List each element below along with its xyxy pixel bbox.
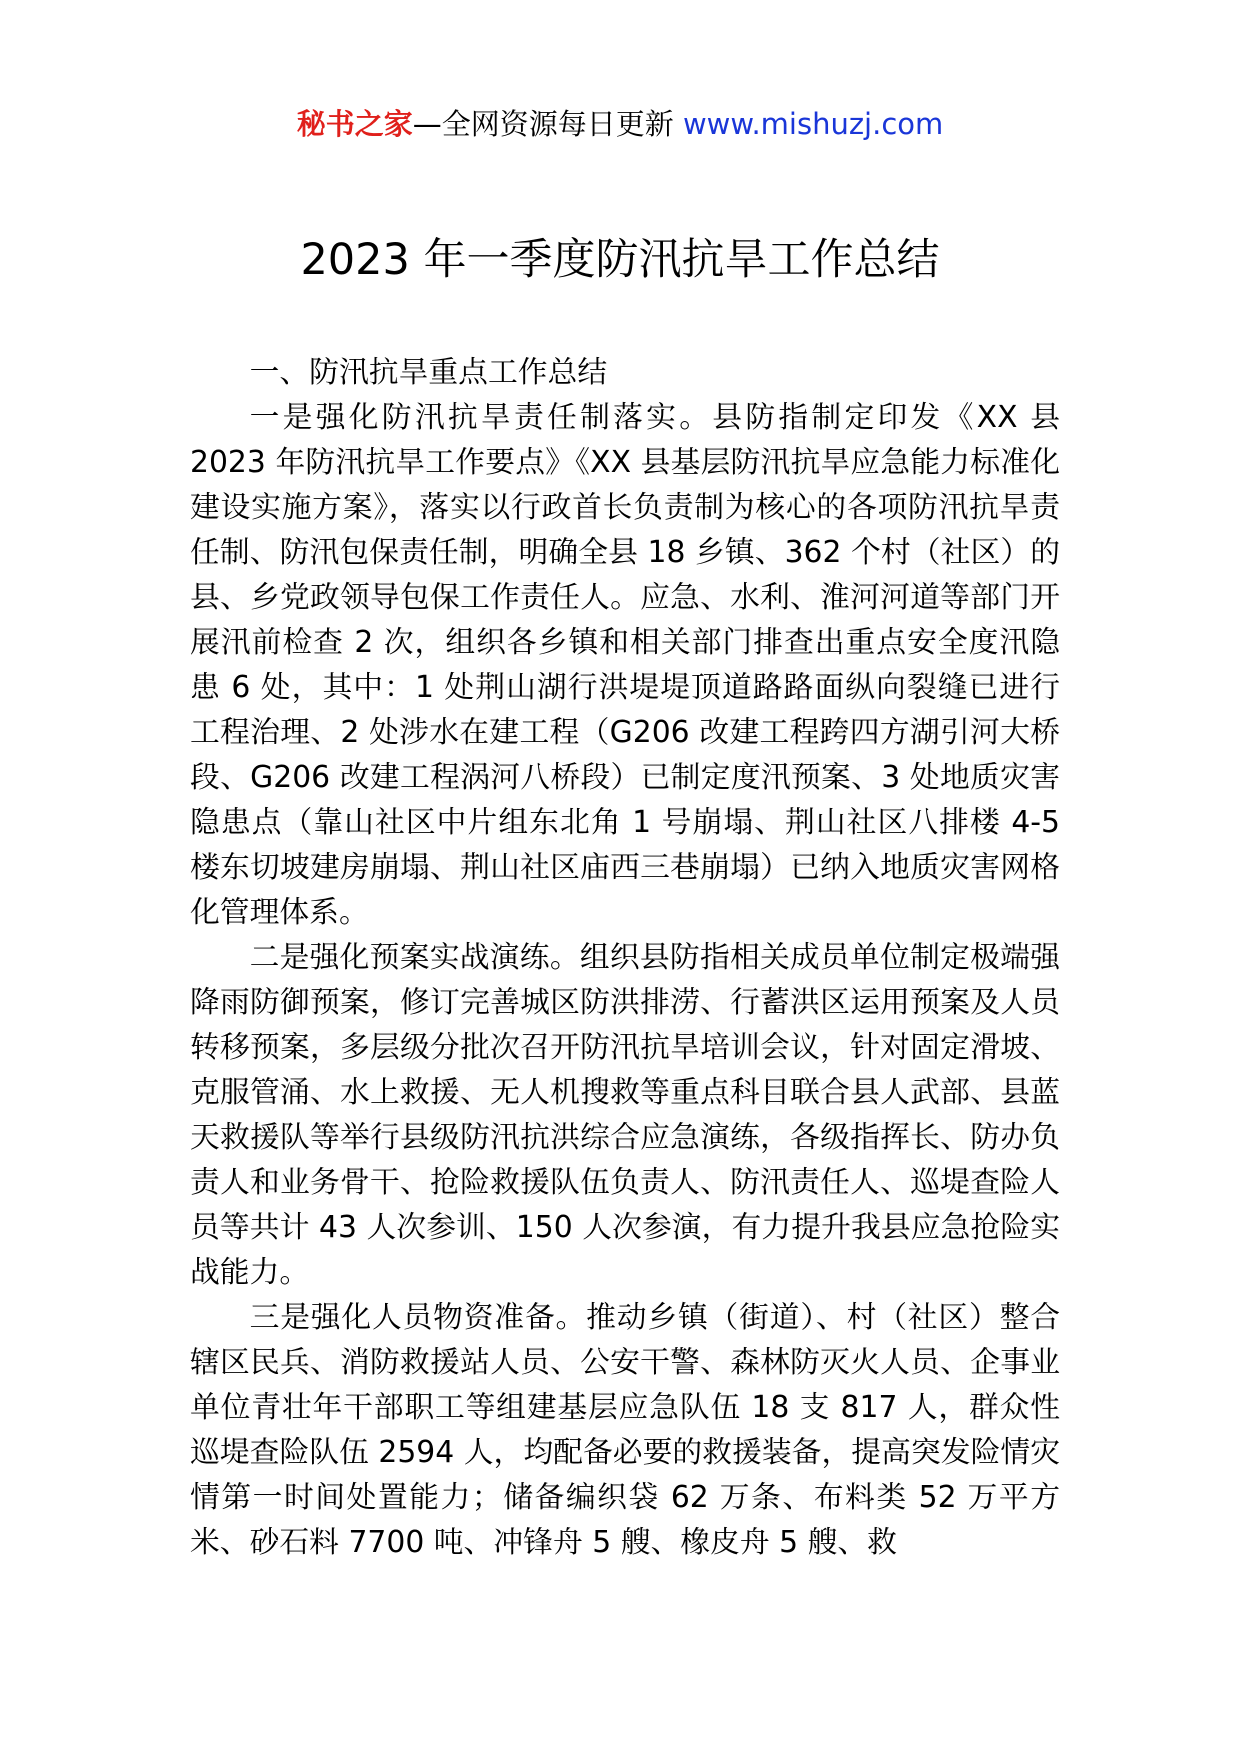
section-heading: 一、防汛抗旱重点工作总结 — [249, 355, 608, 390]
brand-name: 秘书之家 — [296, 107, 413, 141]
site-url-link[interactable]: www.mishuzj.com — [682, 107, 944, 141]
document-body — [190, 350, 1060, 1565]
body-paragraph: 一是强化防汛抗旱责任制落实。县防指制定印发《XX 县 2023 年防汛抗旱工作要点》《XX 县基层防汛抗旱应急能力标准化建设实施方案》，落实以行政首长负责制为核心的各项防汛抗旱责任制、防汛包保责任制，明确全县 18 乡镇、362 个村（社区）的县、乡党政领导包保工作责任人。应急、水利、淮河河道等部门开展汛前检查 2 次，组织各乡镇和相关部门排查出重点安全度汛隐患 6 处，其中：1 处荆山湖行洪堤堤顶道路路面纵向裂缝已进行工程治理、2 处涉水在建工程（G206 改建工程跨四方湖引河大桥段、G206 改建工程涡河八桥段）已制定度汛预案、3 处地质灾害隐患点（靠山社区中片组东北角 1 号崩塌、荆山社区八排楼 4-5 楼东切坡建房崩塌、荆山社区庙西三巷崩塌）已纳入地质灾害网格化管理体系。 — [190, 400, 1060, 930]
body-paragraph: 三是强化人员物资准备。推动乡镇（街道）、村（社区）整合辖区民兵、消防救援站人员、公安干警、森林防灭火人员、企事业单位青壮年干部职工等组建基层应急队伍 18 支 817 人，群众性巡堤查险队伍 2594 人，均配备必要的救援装备，提高突发险情灾情第一时间处置能力；储备编织袋 62 万条、布料类 52 万平方米、砂石料 7700 吨、冲锋舟 5 艘、橡皮舟 5 艘、救 — [190, 1300, 1060, 1560]
site-banner — [0, 104, 1240, 144]
document-title: 2023 年一季度防汛抗旱工作总结 — [300, 235, 940, 285]
body-paragraph: 二是强化预案实战演练。组织县防指相关成员单位制定极端强降雨防御预案，修订完善城区防洪排涝、行蓄洪区运用预案及人员转移预案，多层级分批次召开防汛抗旱培训会议，针对固定滑坡、克服管涌、水上救援、无人机搜救等重点科目联合县人武部、县蓝天救援队等举行县级防汛抗洪综合应急演练，各级指挥长、防办负责人和业务骨干、抢险救援队伍负责人、防汛责任人、巡堤查险人员等共计 43 人次参训、150 人次参演，有力提升我县应急抢险实战能力。 — [190, 940, 1060, 1290]
banner-tagline: —全网资源每日更新 — [412, 107, 683, 141]
